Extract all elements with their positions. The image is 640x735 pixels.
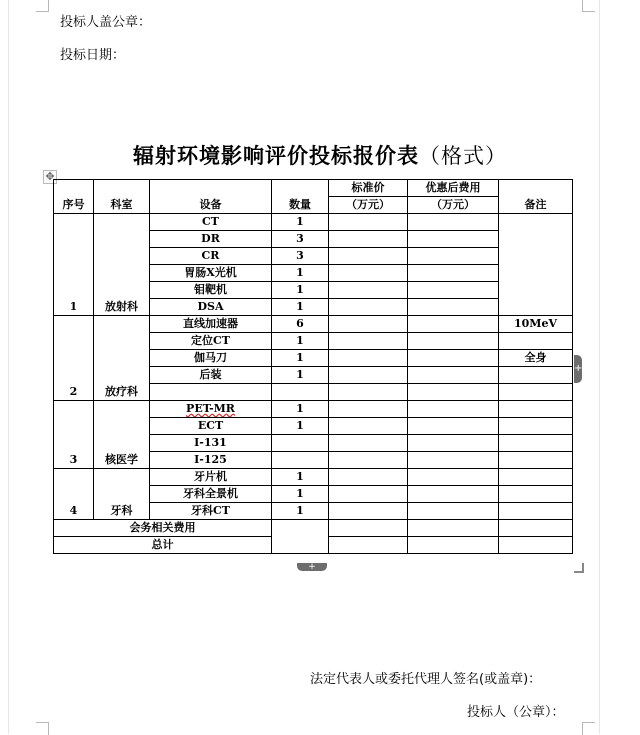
remark-cell	[499, 333, 573, 350]
equipment-cell: 直线加速器	[150, 316, 272, 333]
remark-cell	[499, 486, 573, 503]
quantity-cell: 6	[272, 316, 329, 333]
group-department: 牙科	[94, 469, 150, 520]
footer-standard-price-cell	[329, 537, 408, 554]
quantity-cell: 1	[272, 299, 329, 316]
standard-price-cell	[329, 503, 408, 520]
remark-cell	[499, 503, 573, 520]
equipment-cell	[150, 384, 272, 401]
margin-corner-mark	[582, 0, 595, 12]
table-footer-row	[54, 520, 573, 537]
equipment-cell: I-131	[150, 435, 272, 452]
discount-price-cell	[408, 418, 499, 435]
quantity-cell: 1	[272, 214, 329, 231]
standard-price-cell	[329, 350, 408, 367]
margin-corner-mark	[36, 722, 49, 735]
title-suffix: （格式）	[419, 144, 507, 168]
remark-cell	[499, 452, 573, 469]
insert-row-plus-icon[interactable]: +	[297, 563, 327, 571]
date-label: 投标日期：	[60, 48, 126, 63]
footer-discount-price-cell	[408, 537, 499, 554]
discount-price-cell	[408, 231, 499, 248]
header-standard-price-unit: （万元）	[329, 197, 408, 214]
standard-price-cell	[329, 265, 408, 282]
equipment-cell: 伽马刀	[150, 350, 272, 367]
discount-price-cell	[408, 503, 499, 520]
header-equipment: 设备	[150, 180, 272, 214]
discount-price-cell	[408, 435, 499, 452]
standard-price-cell	[329, 486, 408, 503]
equipment-cell: 牙科全景机	[150, 486, 272, 503]
quantity-cell: 1	[272, 486, 329, 503]
discount-price-cell	[408, 282, 499, 299]
quantity-cell	[272, 384, 329, 401]
bidder-seal-label: 投标人（公章）：	[467, 705, 565, 720]
equipment-cell: I-125	[150, 452, 272, 469]
quantity-cell: 1	[272, 282, 329, 299]
standard-price-cell	[329, 282, 408, 299]
quantity-cell	[272, 452, 329, 469]
header-remarks: 备注	[499, 180, 573, 214]
standard-price-cell	[329, 435, 408, 452]
footer-label: 总计	[54, 537, 272, 554]
group-index: 1	[54, 214, 94, 316]
document-title	[0, 140, 640, 170]
equipment-cell: CT	[150, 214, 272, 231]
equipment-cell: ECT	[150, 418, 272, 435]
group-department: 核医学	[94, 401, 150, 469]
discount-price-cell	[408, 214, 499, 231]
quantity-cell	[272, 435, 329, 452]
discount-price-cell	[408, 350, 499, 367]
remark-cell	[499, 384, 573, 401]
header-discount-price-unit: （万元）	[408, 197, 499, 214]
table-row	[54, 316, 573, 333]
quantity-cell: 3	[272, 248, 329, 265]
group-department: 放疗科	[94, 316, 150, 401]
standard-price-cell	[329, 367, 408, 384]
equipment-cell: 牙片机	[150, 469, 272, 486]
quantity-cell: 1	[272, 401, 329, 418]
standard-price-cell	[329, 316, 408, 333]
discount-price-cell	[408, 384, 499, 401]
discount-price-cell	[408, 299, 499, 316]
footer-standard-price-cell	[329, 520, 408, 537]
equipment-cell: 牙科CT	[150, 503, 272, 520]
footer-remark-cell	[499, 520, 573, 537]
quantity-cell: 3	[272, 231, 329, 248]
title-main: 辐射环境影响评价投标报价表	[133, 143, 419, 168]
discount-price-cell	[408, 469, 499, 486]
equipment-cell: 胃肠X光机	[150, 265, 272, 282]
standard-price-cell	[329, 452, 408, 469]
discount-price-cell	[408, 248, 499, 265]
equipment-cell: 钼靶机	[150, 282, 272, 299]
discount-price-cell	[408, 265, 499, 282]
header-quantity: 数量	[272, 180, 329, 214]
group-index: 4	[54, 469, 94, 520]
insert-column-plus-icon[interactable]: +	[574, 355, 582, 383]
quantity-cell: 1	[272, 350, 329, 367]
group-department: 放射科	[94, 214, 150, 316]
standard-price-cell	[329, 248, 408, 265]
discount-price-cell	[408, 367, 499, 384]
standard-price-cell	[329, 333, 408, 350]
footer-remark-cell	[499, 537, 573, 554]
header-discount-price: 优惠后费用	[408, 180, 499, 197]
remark-cell	[499, 469, 573, 486]
discount-price-cell	[408, 333, 499, 350]
remark-cell: 10MeV	[499, 316, 573, 333]
equipment-cell: CR	[150, 248, 272, 265]
standard-price-cell	[329, 214, 408, 231]
remark-cell	[499, 367, 573, 384]
standard-price-cell	[329, 384, 408, 401]
header-index: 序号	[54, 180, 94, 214]
header-standard-price: 标准价	[329, 180, 408, 197]
footer-discount-price-cell	[408, 520, 499, 537]
table-row	[54, 469, 573, 486]
quantity-cell: 1	[272, 333, 329, 350]
margin-corner-mark	[582, 722, 595, 735]
standard-price-cell	[329, 231, 408, 248]
margin-corner-mark	[36, 0, 49, 12]
group-index: 3	[54, 401, 94, 469]
discount-price-cell	[408, 401, 499, 418]
quantity-cell: 1	[272, 265, 329, 282]
discount-price-cell	[408, 486, 499, 503]
remark-cell	[499, 401, 573, 418]
standard-price-cell	[329, 401, 408, 418]
quantity-cell: 1	[272, 418, 329, 435]
table-row	[54, 214, 573, 231]
table-move-icon[interactable]: ✥	[43, 170, 57, 184]
discount-price-cell	[408, 452, 499, 469]
equipment-cell: PET-MR	[150, 401, 272, 418]
standard-price-cell	[329, 418, 408, 435]
group-index: 2	[54, 316, 94, 401]
table-row	[54, 401, 573, 418]
equipment-cell: DSA	[150, 299, 272, 316]
table-resize-icon[interactable]	[574, 563, 584, 573]
quantity-cell: 1	[272, 367, 329, 384]
footer-label: 会务相关费用	[54, 520, 272, 537]
quote-table	[53, 179, 573, 554]
equipment-cell: 定位CT	[150, 333, 272, 350]
quantity-cell: 1	[272, 503, 329, 520]
equipment-cell: 后装	[150, 367, 272, 384]
equipment-cell: DR	[150, 231, 272, 248]
standard-price-cell	[329, 299, 408, 316]
footer-quantity-cell	[272, 520, 329, 554]
remark-cell: 全身	[499, 350, 573, 367]
remark-cell	[499, 418, 573, 435]
standard-price-cell	[329, 469, 408, 486]
representative-signature-label: 法定代表人或委托代理人签名(或盖章)：	[310, 672, 542, 687]
discount-price-cell	[408, 316, 499, 333]
quantity-cell: 1	[272, 469, 329, 486]
table-header-row	[54, 180, 573, 197]
seal-label: 投标人盖公章：	[60, 15, 152, 30]
remark-cell	[499, 435, 573, 452]
remark-cell	[499, 214, 573, 316]
header-department: 科室	[94, 180, 150, 214]
